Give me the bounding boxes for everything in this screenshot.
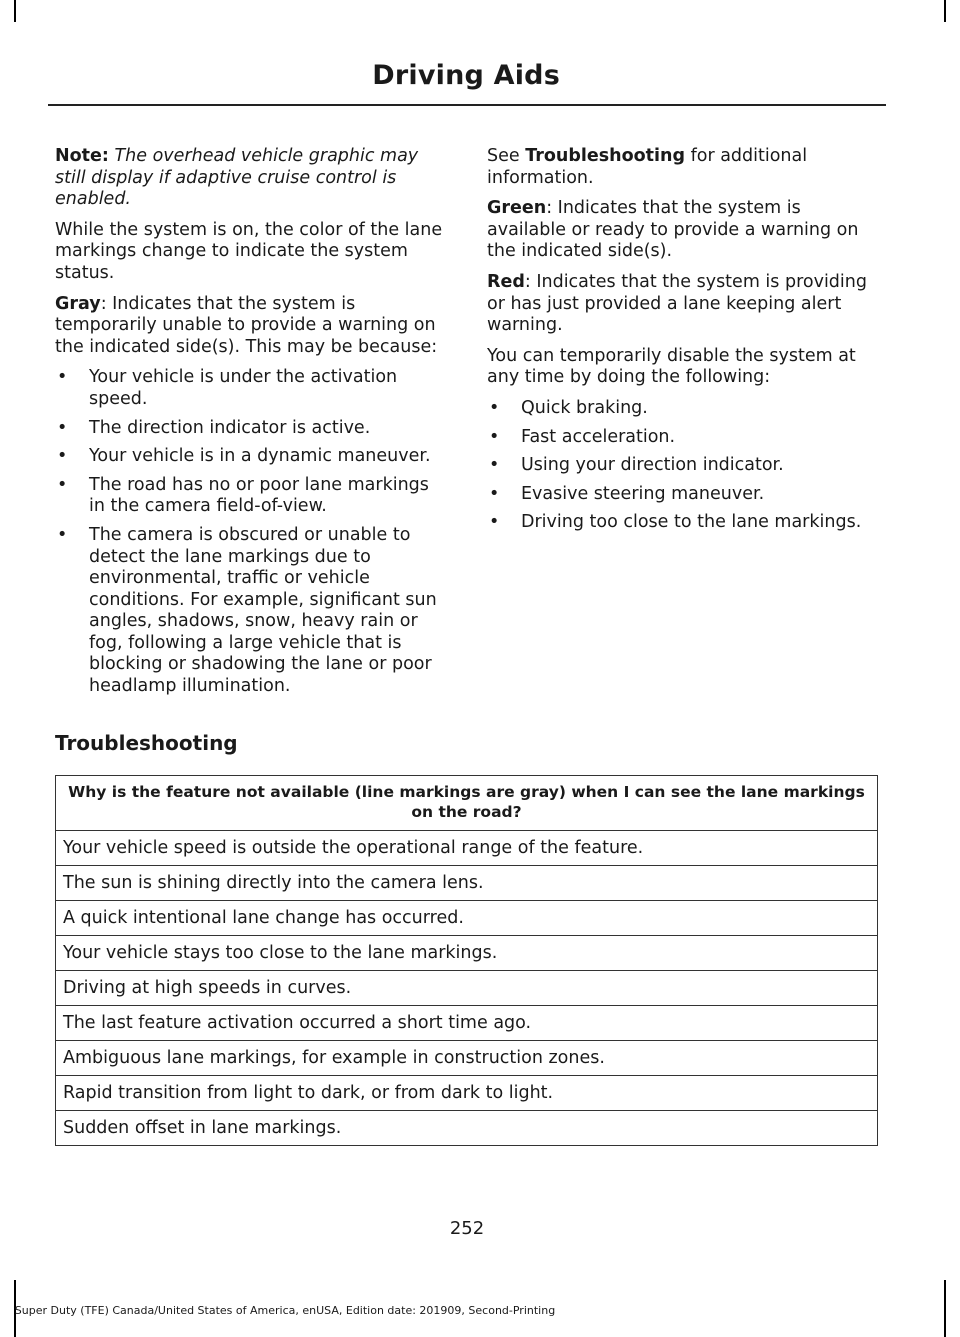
table-header-row [56, 776, 878, 831]
green-text: : Indicates that the system is available or ready to provide a warning on the indicated side(s). [487, 198, 859, 262]
list-item: • The direction indicator is active. [55, 418, 450, 440]
green-paragraph [487, 198, 883, 263]
see-suffix: for additional information. [487, 146, 808, 188]
red-text: : Indicates that the system is providing or has just provided a lane keeping alert warning. [487, 271, 867, 336]
page-number: 252 [449, 1218, 485, 1239]
see-troubleshooting-paragraph [487, 146, 883, 189]
table-cell: Ambiguous lane markings, for example in construction zones. [56, 1041, 878, 1076]
list-item: • Using your direction indicator. [487, 455, 883, 477]
list-item: • Quick braking. [487, 398, 883, 420]
list-item: • Driving too close to the lane markings. [487, 512, 883, 534]
disable-paragraph: You can temporarily disable the system at any time by doing the following: [487, 345, 856, 388]
table-row [56, 1111, 878, 1146]
green-label: Green [487, 198, 547, 219]
table-cell: Your vehicle speed is outside the operational range of the feature. [56, 831, 878, 866]
disable-methods-list [487, 398, 883, 534]
status-intro-paragraph: While the system is on, the color of the lane markings change to indicate the system status. [55, 219, 443, 283]
table-cell: A quick intentional lane change has occurred. [56, 901, 878, 936]
table-row [56, 1041, 878, 1076]
red-paragraph [487, 272, 883, 337]
list-item: • Your vehicle is in a dynamic maneuver. [55, 446, 450, 468]
crop-mark-bottom-right [944, 1280, 946, 1337]
note-text: The overhead vehicle graphic may still display if adaptive cruise control is enabled. [55, 146, 419, 210]
gray-text: : Indicates that the system is temporarily unable to provide a warning on the indicated side(s). This may be because: [55, 293, 438, 357]
troubleshooting-reference: Troubleshooting [525, 146, 686, 166]
table-row [56, 901, 878, 936]
table-row [56, 866, 878, 901]
crop-mark-top-left [14, 0, 16, 22]
gray-paragraph [55, 294, 450, 359]
table-row [56, 1006, 878, 1041]
left-column [55, 146, 450, 705]
table-row [56, 1076, 878, 1111]
table-cell: The last feature activation occurred a short time ago. [56, 1006, 878, 1041]
page-title: Driving Aids [372, 60, 560, 91]
note-paragraph [55, 146, 450, 211]
list-item: • The camera is obscured or unable to detect the lane markings due to environmental, traffic or vehicle conditions. For example, significant sun angles, shadows, snow, heavy rain or fog, following a large vehicle that is blocking or shadowing the lane or poor headlamp illumination. [55, 525, 450, 698]
list-item: • Fast acceleration. [487, 427, 883, 449]
table-row [56, 936, 878, 971]
crop-mark-top-right [944, 0, 946, 22]
table-row [56, 971, 878, 1006]
list-item: • Your vehicle is under the activation speed. [55, 367, 450, 410]
table-row [56, 831, 878, 866]
header-divider [48, 104, 886, 106]
edition-footer: Super Duty (TFE) Canada/United States of America, enUSA, Edition date: 201909, Second-Printing [14, 1304, 556, 1317]
gray-reasons-list [55, 367, 450, 697]
list-item: • Evasive steering maneuver. [487, 484, 883, 506]
note-label: Note: [55, 146, 109, 166]
troubleshooting-table [55, 775, 878, 1146]
see-prefix: See [487, 146, 526, 166]
table-cell: Rapid transition from light to dark, or from dark to light. [56, 1076, 878, 1111]
table-cell: The sun is shining directly into the camera lens. [56, 866, 878, 901]
table-cell: Sudden offset in lane markings. [56, 1111, 878, 1146]
troubleshooting-heading: Troubleshooting [55, 731, 238, 755]
right-column [487, 146, 883, 541]
red-label: Red [487, 271, 525, 292]
table-header: Why is the feature not available (line markings are gray) when I can see the lane markings on the road? [56, 776, 878, 831]
gray-label: Gray [55, 293, 101, 314]
list-item: • The road has no or poor lane markings in the camera field-of-view. [55, 475, 450, 518]
table-cell: Driving at high speeds in curves. [56, 971, 878, 1006]
table-cell: Your vehicle stays too close to the lane markings. [56, 936, 878, 971]
